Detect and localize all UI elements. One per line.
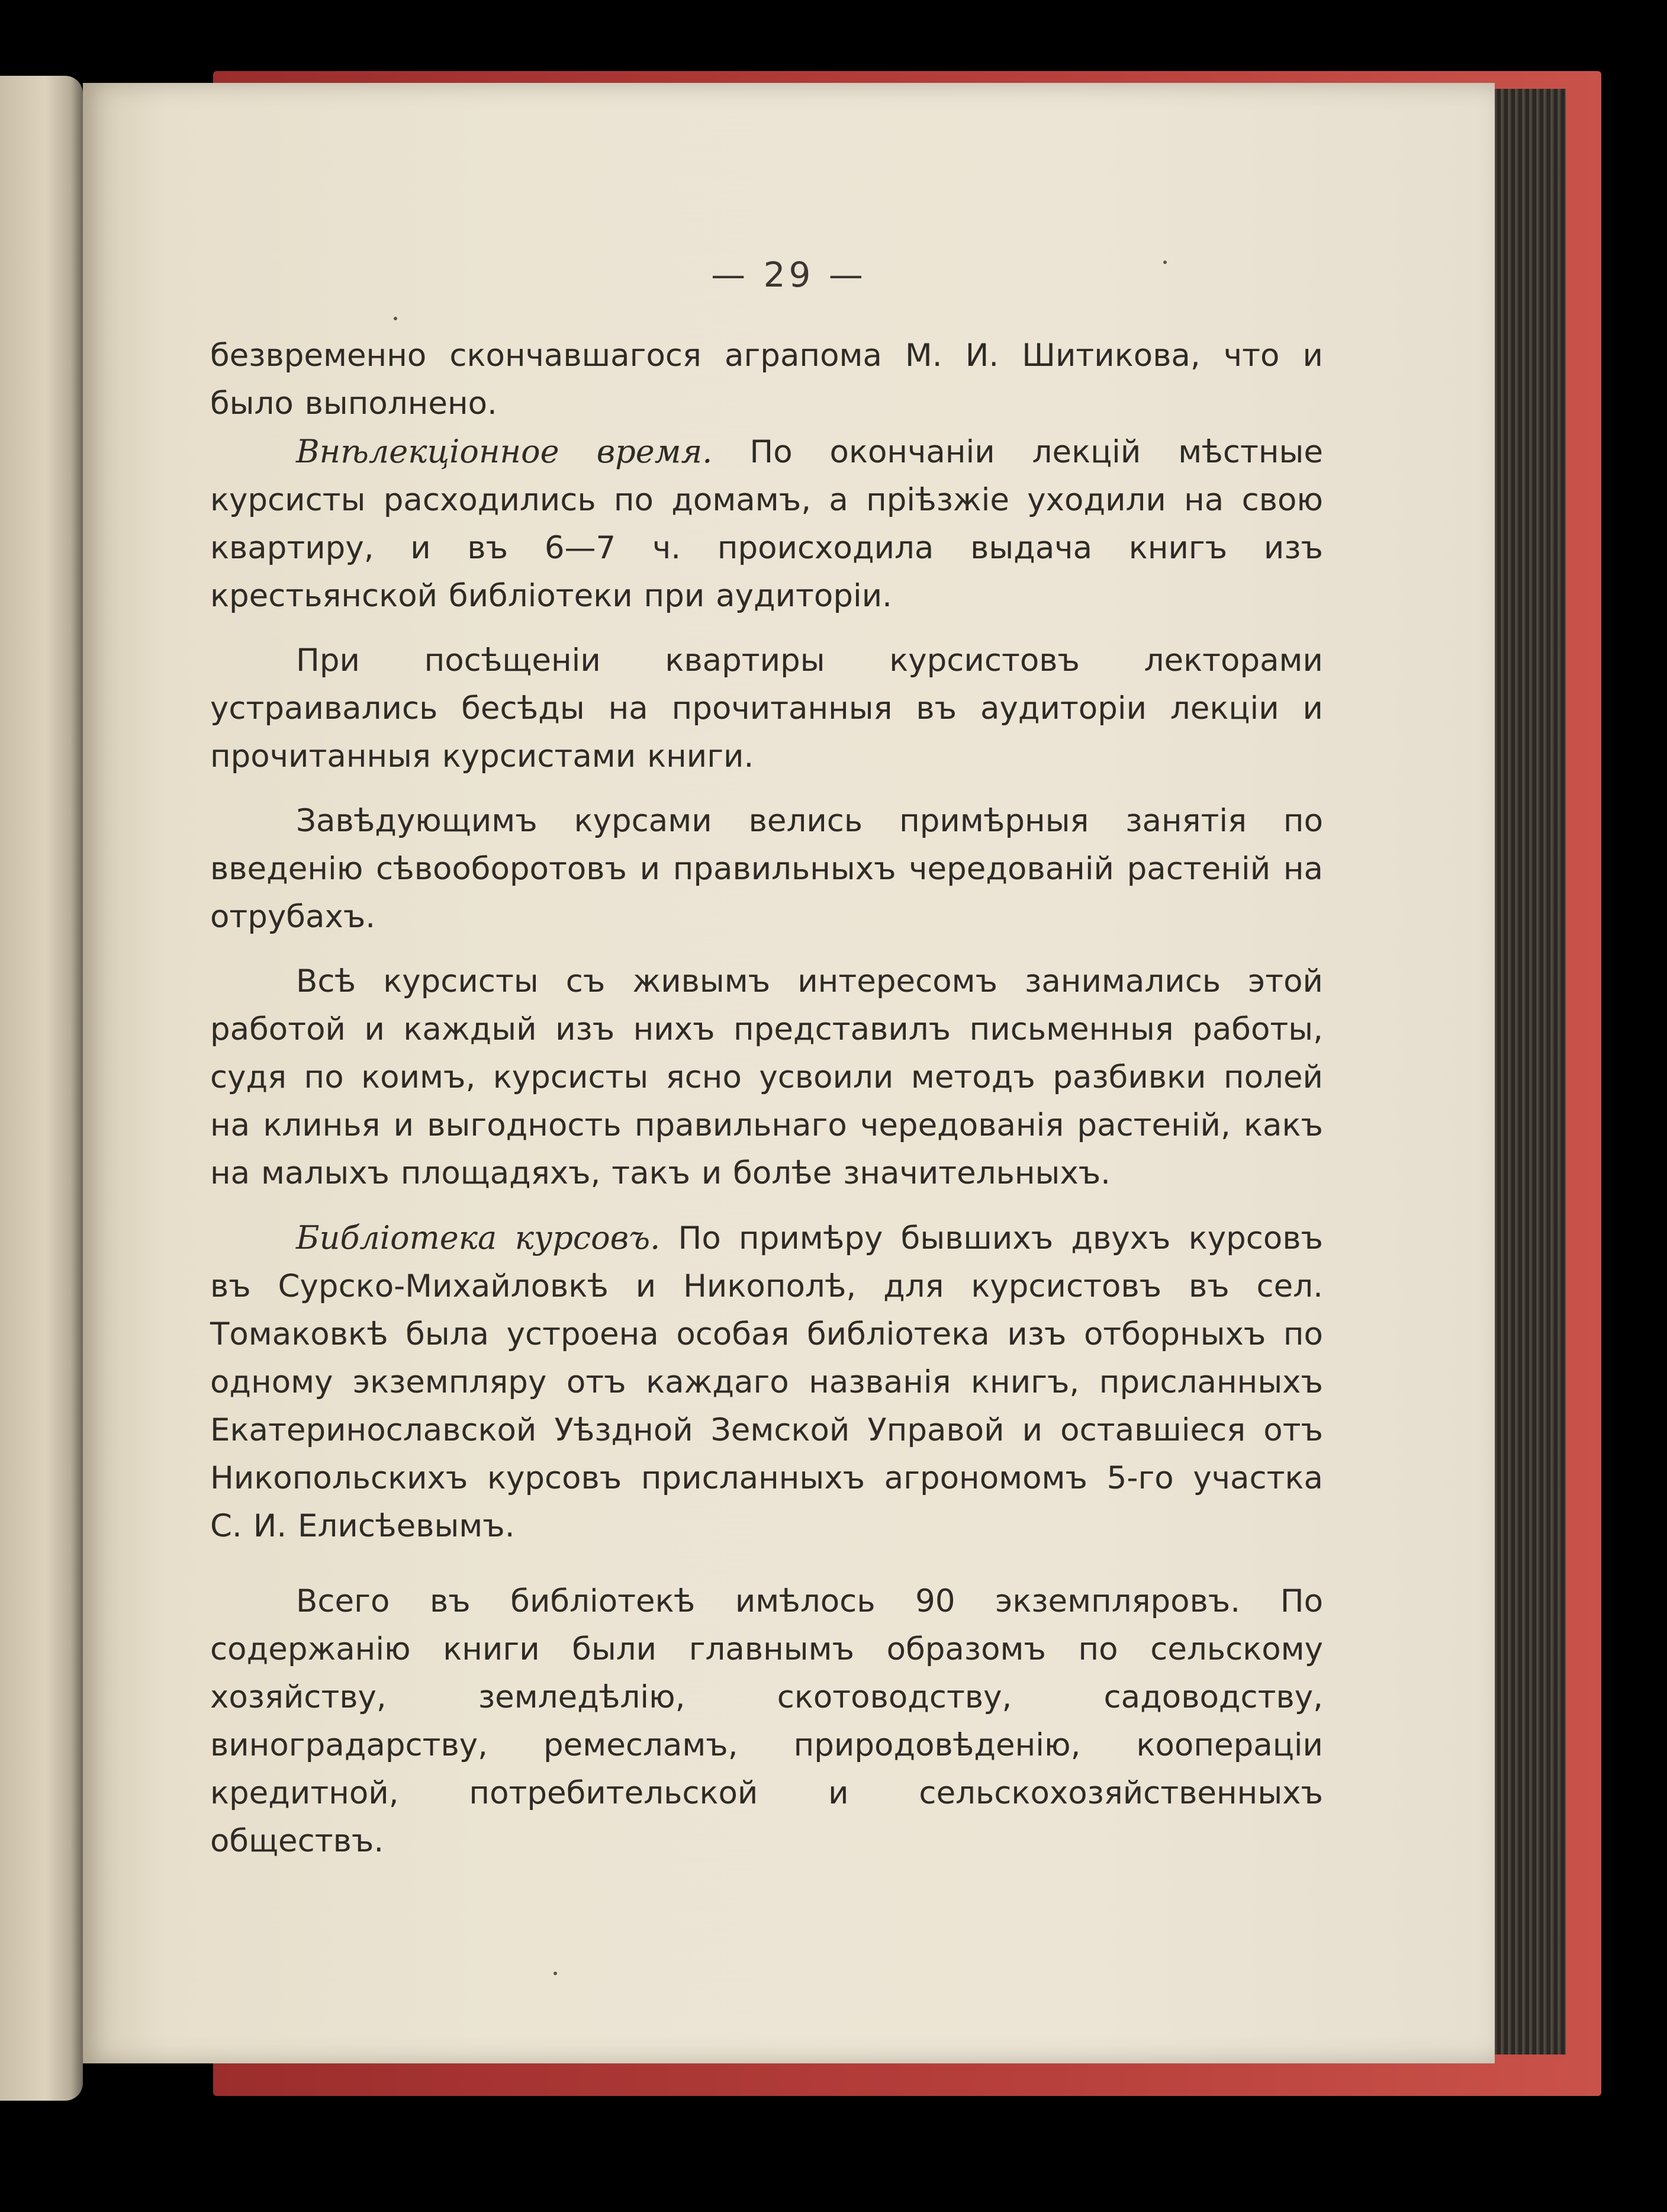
paragraph-2-text: По окончаніи лекцій мѣстные курсисты расходились по домамъ, а пріѣзжіе уходили на свою квартиру, и въ 6—7 ч. происходила выдача книгъ изъ крестьянской библіотеки при аудиторіи. [210,434,1323,614]
paragraph-2 [210,427,1323,620]
paragraph-4-text: Завѣдующимъ курсами велись примѣрныя занятія по введенію сѣвооборотовъ и правильныхъ чередованій растеній на отрубахъ. [210,803,1323,935]
page-number: — 29 — [711,255,867,295]
paragraph-1-text: безвременно скончавшагося аграпома М. И. Шитикова, что и было выполнено. [210,337,1323,422]
page-edges [1483,89,1566,2055]
paragraph-3-text: При посѣщеніи квартиры курсистовъ лекторами устраивались бесѣды на прочитанныя въ аудиторіи лекціи и прочитанныя курсистами книги. [210,642,1323,774]
paragraph-6 [210,1214,1323,1550]
paragraph-5-text: Всѣ курсисты съ живымъ интересомъ занимались этой работой и каждый изъ нихъ представилъ письменныя работы, судя по коимъ, курсисты ясно усвоили методъ разбивки полей на клинья и выгодность правильнаго чередованія растеній, какъ на малыхъ площадяхъ, такъ и болѣе значительныхъ. [210,963,1323,1191]
paper-speck [394,317,397,320]
paragraph-7 [210,1577,1323,1865]
paragraph-1 [210,332,1323,427]
book-page [83,83,1495,2063]
paper-speck [1163,261,1167,264]
paper-speck [553,1972,557,1975]
paragraph-7-text: Всего въ библіотекѣ имѣлось 90 экземпляровъ. По содержанію книги были главнымъ образомъ по сельскому хозяйству, земледѣлію, скотоводству, садоводству, виноградарству, ремесламъ, природовѣденію, коопераціи кредитной, потребительской и сельскохозяйственныхъ обществъ. [210,1583,1323,1859]
previous-page-edge [0,76,83,2101]
section-heading-vnelektsionnoe: Внѣлекціонное время. [296,433,713,470]
paragraph-5 [210,957,1323,1197]
paragraph-4 [210,797,1323,941]
page-body [210,332,1323,1865]
paragraph-6-text: По примѣру бывшихъ двухъ курсовъ въ Сурско-Михайловкѣ и Никополѣ, для курсистовъ въ сел. Томаковкѣ была устроена особая библіотека изъ отборныхъ по одному экземпляру отъ каждаго названія книгъ, присланныхъ Екатеринославской Уѣздной Земской Управой и оставшіеся отъ Никопольскихъ курсовъ присланныхъ агрономомъ 5-го участка С. И. Елисѣевымъ. [210,1220,1323,1544]
paragraph-3 [210,636,1323,780]
section-heading-biblioteka: Библіотека курсовъ. [296,1219,661,1256]
